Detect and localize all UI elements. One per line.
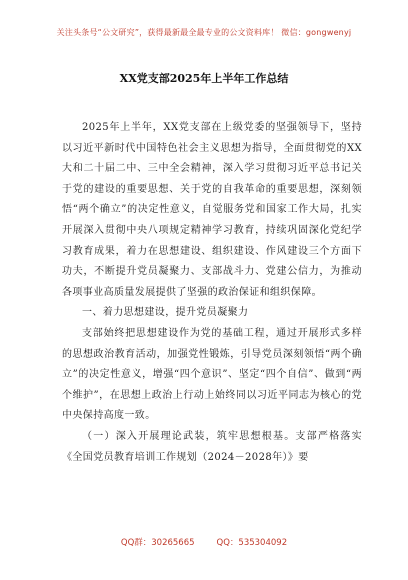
qq-contact-text: QQ：535304092 xyxy=(216,538,288,548)
document-body xyxy=(62,118,362,468)
section-1-paragraph: 支部始终把思想建设作为党的基础工程，通过开展形式多样的思想政治教育活动，加强党性锻炼，引导党员深刻领悟“两个确立”的决定性意义，增强“四个意识”、坚定“四个自信”、做到“两个维护”，在思想上政治上行动上始终同以习近平同志为核心的党中央保持高度一致。 xyxy=(62,327,362,422)
subsection-paragraph-1: （一）深入开展理论武装，筑牢思想根基。支部严格落实《全国党员教育培训工作规划（2024－2028年）》要 xyxy=(62,430,362,463)
section-heading-1: 一、着力思想建设，提升党员凝聚力 xyxy=(82,307,249,319)
promo-banner: 关注头条号“公文研究”，获得最新最全最专业的公文资料库！ 微信：gongwenyj xyxy=(56,28,352,37)
intro-paragraph: 2025年上半年，XX党支部在上级党委的坚强领导下，坚持以习近平新时代中国特色社会主义思想为指导，全面贯彻党的XX大和二十届二中、三中全会精神，深入学习贯彻习近平总书记关于党的建设的重要思想、关于党的自我革命的重要思想，深刻领悟“两个确立”的决定性意义，自觉服务党和国家工作大局，扎实开展深入贯彻中央八项规定精神学习教育，持续巩固深化党纪学习教育成果，着力在思想建设、组织建设、作风建设三个方面下功夫，不断提升党员凝聚力、支部战斗力、党建公信力，为推动各项事业高质量发展提供了坚强的政治保证和组织保障。 xyxy=(62,122,362,298)
contact-footer xyxy=(0,536,408,548)
qq-group-text: QQ群：30265665 xyxy=(120,538,195,548)
document-title: XX党支部2025年上半年工作总结 xyxy=(119,72,289,85)
